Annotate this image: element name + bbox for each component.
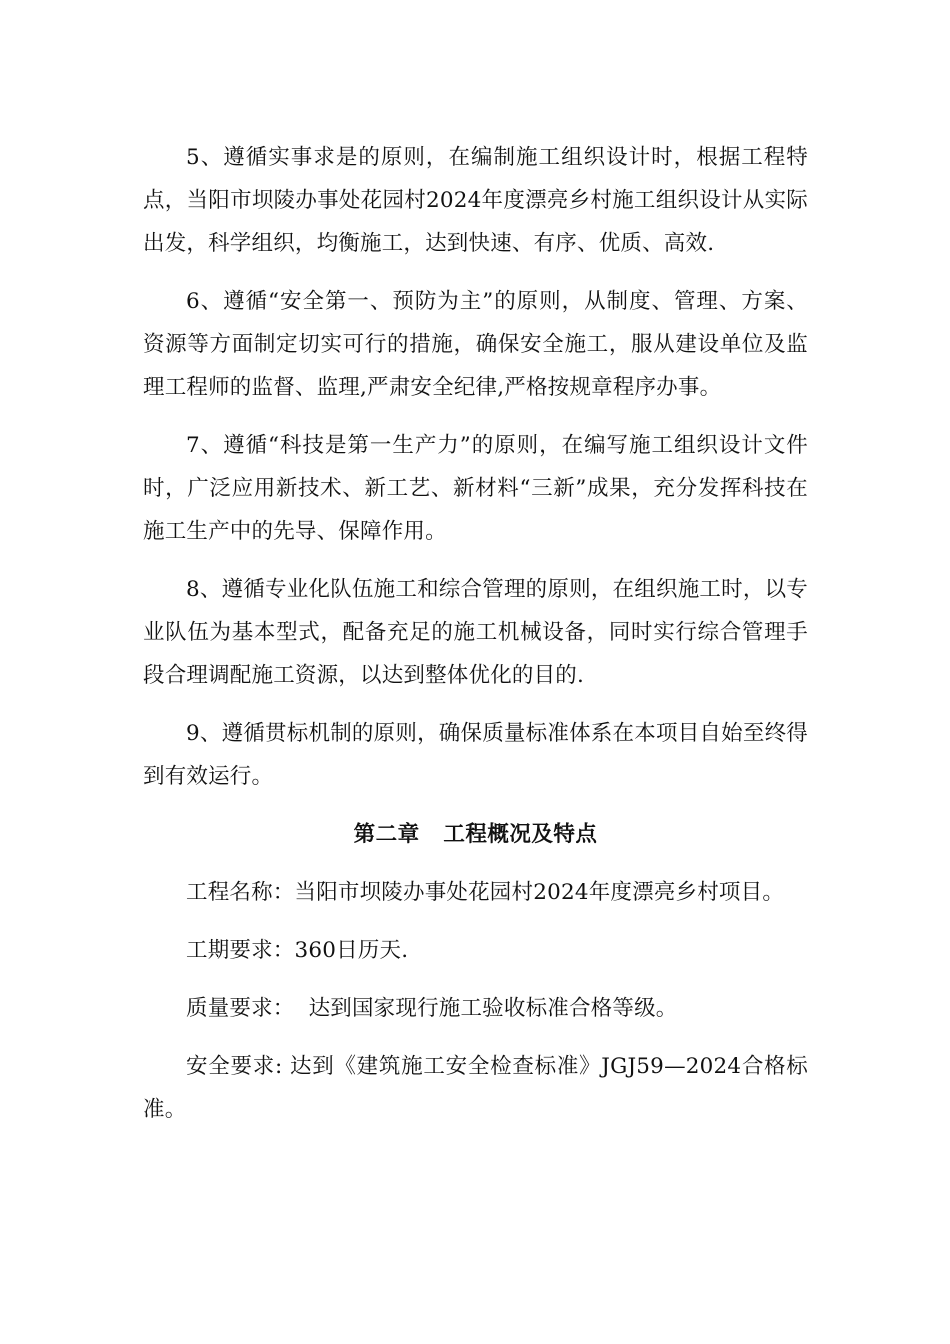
chapter-title: 工程概况及特点: [443, 822, 598, 847]
safety-line: 安全要求: 达到《建筑施工安全检查标准》JGJ59—2024合格标准。: [143, 1054, 808, 1122]
quality-line: 质量要求： 达到国家现行施工验收标准合格等级。: [186, 996, 678, 1021]
principle-8-text: 遵循专业化队伍施工和综合管理的原则，在组织施工时，以专业队伍为基本型式，配备充足的施工机械设备，同时实行综合管理手段合理调配施工资源，以达到整体优化的目的.: [143, 577, 808, 688]
principle-8: [143, 568, 808, 697]
principle-5-text: 遵循实事求是的原则，在编制施工组织设计时，根据工程特点，当阳市坝陵办事处花园村2024年度漂亮乡村施工组织设计从实际出发，科学组织，均衡施工，达到快速、有序、优质、高效.: [143, 145, 808, 256]
principle-9: [143, 712, 808, 798]
project-name-line: 工程名称：当阳市坝陵办事处花园村2024年度漂亮乡村项目。: [186, 880, 785, 905]
principle-9-text: 遵循贯标机制的原则，确保质量标准体系在本项目自始至终得到有效运行。: [143, 721, 808, 789]
principle-5-number: 5、: [186, 145, 224, 170]
chapter-number: 第二章: [353, 822, 420, 847]
principle-7-number: 7、: [186, 433, 224, 458]
chapter-heading: [143, 813, 808, 856]
principle-7: [143, 424, 808, 553]
principle-5: [143, 136, 808, 265]
principle-9-number: 9、: [186, 721, 222, 746]
principle-6-text: 遵循“安全第一、预防为主”的原则，从制度、管理、方案、资源等方面制定切实可行的措施，确保安全施工，服从建设单位及监理工程师的监督、监理,严肃安全纪律,严格按规章程序办事。: [143, 289, 808, 400]
page-content: [143, 136, 808, 1131]
principle-7-text: 遵循“科技是第一生产力”的原则，在编写施工组织设计文件时，广泛应用新技术、新工艺、新材料“三新”成果，充分发挥科技在施工生产中的先导、保障作用。: [143, 433, 808, 544]
principle-6-number: 6、: [186, 289, 224, 314]
principle-6: [143, 280, 808, 409]
principle-8-number: 8、: [186, 577, 222, 602]
duration-line: 工期要求：360日历天.: [186, 938, 409, 963]
